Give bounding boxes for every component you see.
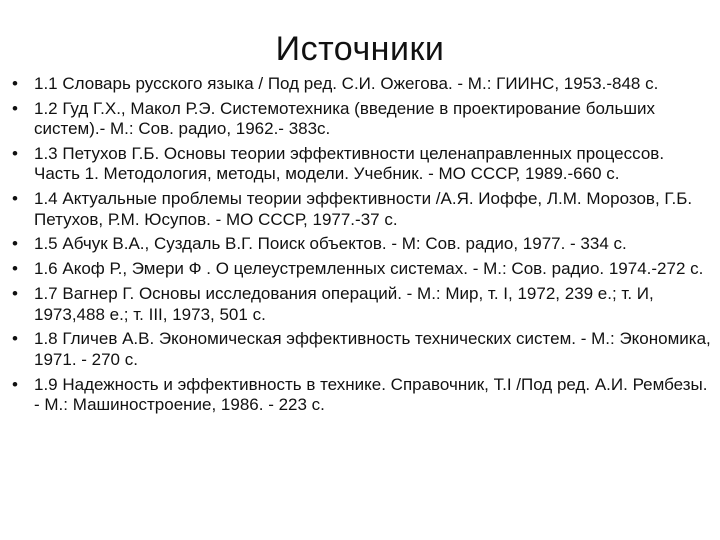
source-item bbox=[12, 74, 712, 94]
source-text: 1.3 Петухов Г.Б. Основы теории эффективности целенаправленных процессов. Часть 1. Методология, методы, модели. Учебник. - МО СССР, 1989.-660 с. bbox=[34, 144, 665, 184]
bullet-icon: • bbox=[12, 259, 18, 279]
source-item bbox=[12, 189, 712, 230]
source-item bbox=[12, 284, 712, 325]
slide-title: Источники bbox=[275, 30, 445, 68]
bullet-icon: • bbox=[12, 189, 18, 209]
source-item bbox=[12, 234, 712, 254]
source-text: 1.4 Актуальные проблемы теории эффективности /А.Я. Иоффе, Л.М. Морозов, Г.Б. Петухов, Р.М. Юсупов. - МО СССР, 1977.-37 с. bbox=[34, 189, 693, 229]
source-text: 1.9 Надежность и эффективность в технике. Справочник, Т.I /Под ред. А.И. Рембезы. - М.: Машиностроение, 1986. - 223 с. bbox=[34, 374, 708, 414]
bullet-icon: • bbox=[12, 374, 18, 394]
bullet-icon: • bbox=[12, 98, 18, 118]
source-text: 1.2 Гуд Г.Х., Макол Р.Э. Системотехника (введение в проектирование больших систем).- М.: Сов. радио, 1962.- 383с. bbox=[34, 98, 655, 139]
source-text: 1.8 Гличев А.В. Экономическая эффективность технических систем. - М.: Экономика, 1971. - 270 с. bbox=[34, 329, 711, 369]
sources-list bbox=[12, 74, 712, 420]
bullet-icon: • bbox=[12, 74, 18, 93]
bullet-icon: • bbox=[12, 284, 18, 304]
source-text: 1.1 Словарь русского языка / Под ред. С.И. Ожегова. - М.: ГИИНС, 1953.-848 с. bbox=[34, 74, 659, 93]
source-item bbox=[12, 144, 712, 185]
bullet-icon: • bbox=[12, 234, 18, 254]
source-item bbox=[12, 329, 712, 370]
source-text: 1.7 Вагнер Г. Основы исследования операций. - М.: Мир, т. I, 1972, 239 е.; т. И, 1973,488 е.; т. III, 1973, 501 с. bbox=[34, 284, 654, 324]
source-item bbox=[12, 375, 712, 416]
source-text: 1.6 Акоф Р., Эмери Ф . О целеустремленных системах. - М.: Сов. радио. 1974.-272 с. bbox=[34, 259, 704, 279]
source-text: 1.5 Абчук В.А., Суздаль В.Г. Поиск объектов. - М: Сов. радио, 1977. - 334 с. bbox=[34, 234, 627, 254]
source-item bbox=[12, 99, 712, 140]
source-item bbox=[12, 259, 712, 279]
bullet-icon: • bbox=[12, 144, 18, 164]
bullet-icon: • bbox=[12, 329, 18, 349]
